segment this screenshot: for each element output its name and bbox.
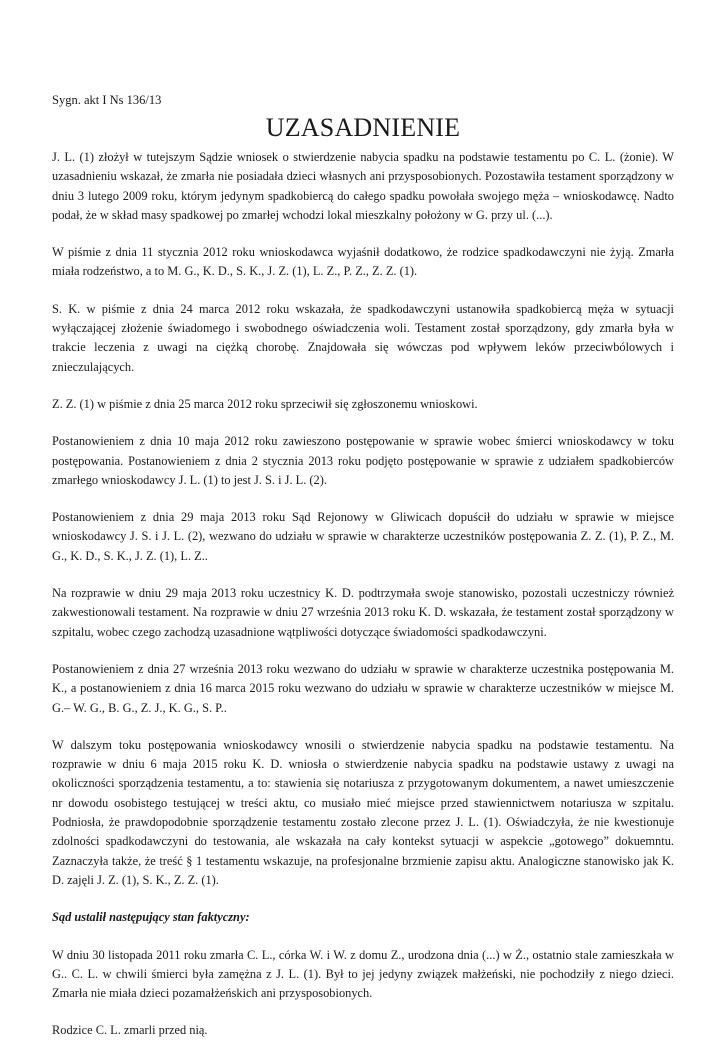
- document-title: UZASADNIENIE: [265, 113, 461, 142]
- paragraph-death: W dniu 30 listopada 2011 roku zmarła C. L., córka W. i W. z domu Z., urodzona dnia (...) w Ż., ostatnio stale zamieszkała w G.. C. L. w chwili śmierci była zamężna z J. L. (1). Był to jej jedyny związek małżeński, nie pochodziły z niego dzieci. Zmarła nie miała dzieci pozamałżeńskich ani przysposobionych.: [52, 947, 674, 1001]
- paragraph-hearing-2013: Na rozprawie w dniu 29 maja 2013 roku uczestnicy K. D. podtrzymała swoje stanowisko, pozostali uczestniczy również zakwestionowali testament. Na rozprawie w dniu 27 września 2013 roku K. D. wskazała, że testament został sporządzony w szpitalu, wobec czego zachodzą uzasadnione wątpliwości dotyczące świadomości spadkodawczyni.: [52, 586, 674, 639]
- paragraph-application: J. L. (1) złożył w tutejszym Sądzie wniosek o stwierdzenie nabycia spadku na podstawie testamentu po C. L. (żonie). W uzasadnieniu wskazał, że zmarła nie posiadała dzieci własnych ani przysposobionych. Pozostawiła testament sporządzony w dniu 3 lutego 2009 roku, którym jedynym spadkobiercą do całego spadku powołała swojego męża – wnioskodawcę. Nadto podał, że w skład masy spadkowej po zmarłej wchodzi lokal mieszkalny położony w G. przy ul. (...).: [52, 150, 674, 222]
- section-heading-facts: Sąd ustalił następujący stan faktyczny:: [52, 910, 250, 925]
- paragraph-further-proceedings: W dalszym toku postępowania wnioskodawcy wnosili o stwierdzenie nabycia spadku na podstawie testamentu. Na rozprawie w dniu 6 maja 2015 roku K. D. wniosła o stwierdzenie nabycia spadku na podstawie ustawy z uwagi na okoliczności sporządzenia testamentu, a to: stawienia się notariusza z przygotowanym dokumentem, a nawet umieszczenie nr dowodu osobistego testującej w treści aktu, co musiało mieć miejsce przed stawiennictwem notariusza w szpitalu. Podniosła, że prawdopodobnie sporządzenie testamentu zostało zlecone przez J. L. (1). Oświadczyła, że nie kwestionuje zdolności spadkodawczyni do testowania, ale wskazała na cały kontekst sytuacji w aspekcie „gotowego” dokuemntu. Zaznaczyła także, że treść § 1 testamentu wskazuje, na profesjonalne brzmienie zapisu aktu. Analogiczne stanowisko jak K. D. zajęli J. Z. (1), S. K., Z. Z. (1).: [52, 737, 674, 887]
- paragraph-letter-2012-03-24: S. K. w piśmie z dnia 24 marca 2012 roku wskazała, że spadkodawczyni ustanowiła spadkobiercą męża w sytuacji wyłączającej złożenie świadomego i swobodnego oświadczenia woli. Testament został sporządzony, gdy zmarła była w trakcie leczenia z uwagi na ciężką chorobę. Znajdowała się wówczas pod wpływem leków przeciwbólowych i znieczulających.: [52, 301, 674, 374]
- paragraph-parents: Rodzice C. L. zmarli przed nią.: [52, 1023, 208, 1038]
- paragraph-letter-2012-01-11: W piśmie z dnia 11 stycznia 2012 roku wnioskodawca wyjaśnił dodatkowo, że rodzice spadkodawczyni nie żyją. Zmarła miała rodzeństwo, a to M. G., K. D., S. K., J. Z. (1), L. Z., P. Z., Z. Z. (1).: [52, 245, 674, 279]
- paragraph-participants-2015: Postanowieniem z dnia 27 września 2013 roku wezwano do udziału w sprawie w charakterze uczestnika postępowania M. K., a postanowieniem z dnia 16 marca 2015 roku wezwano do udziału w sprawie w charakterze uczestników w miejsce M. G.– W. G., B. G., Z. J., K. G., S. P..: [52, 661, 674, 715]
- paragraph-objection: Z. Z. (1) w piśmie z dnia 25 marca 2012 roku sprzeciwił się zgłoszonemu wnioskowi.: [52, 396, 478, 411]
- paragraph-participants-2013-05-29: Postanowieniem z dnia 29 maja 2013 roku Sąd Rejonowy w Gliwicach dopuścił do udziału w sprawie w miejsce wnioskodawcy J. S. i J. L. (2), wezwano do udziału w sprawie w charakterze uczestników postępowania Z. Z. (1), P. Z., M. G., K. D., S. K., J. Z. (1), L. Z..: [52, 510, 674, 563]
- document-body: [52, 148, 674, 1059]
- paragraph-suspension: Postanowieniem z dnia 10 maja 2012 roku zawieszono postępowanie w sprawie wobec śmierci wnioskodawcy w toku postępowania. Postanowieniem z dnia 2 stycznia 2013 roku podjęto postępowanie w sprawie z udziałem spadkobierców zmarłego wnioskodawcy J. L. (1) to jest J. S. i J. L. (2).: [52, 434, 674, 487]
- case-signature: Sygn. akt I Ns 136/13: [52, 93, 162, 107]
